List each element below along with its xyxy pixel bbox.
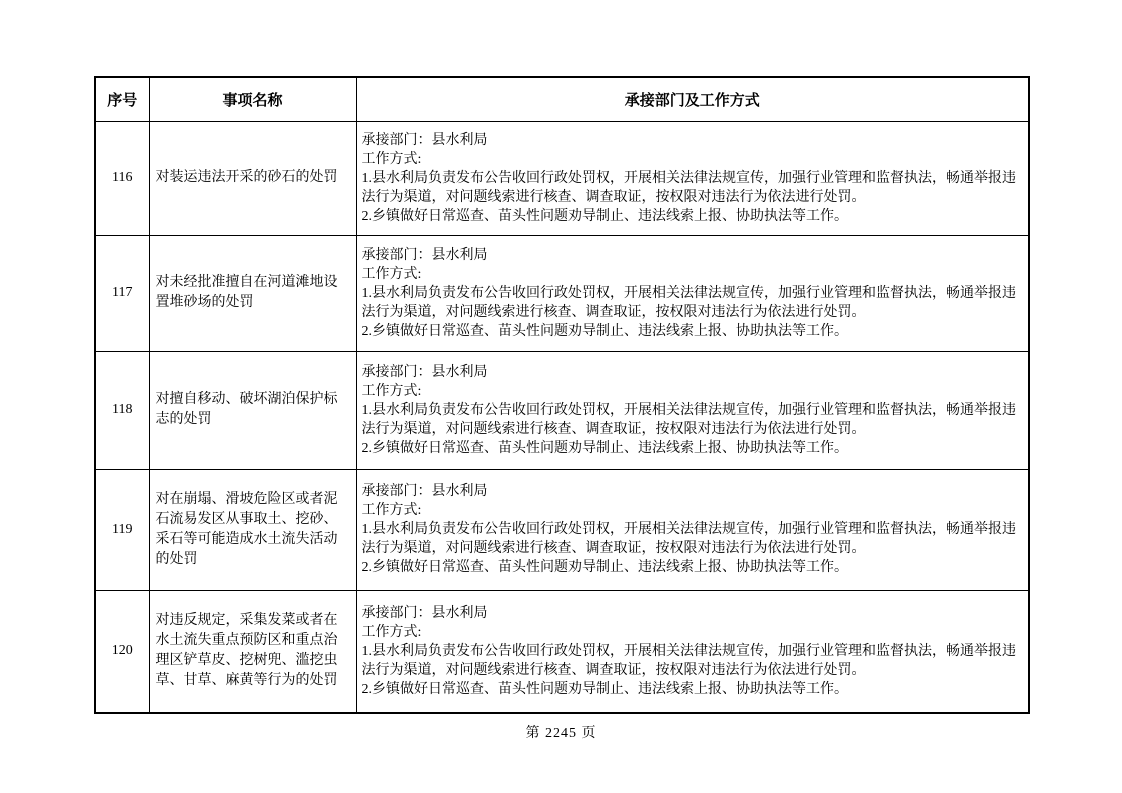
detail-method-item-2: 2.乡镇做好日常巡查、苗头性问题劝导制止、违法线索上报、协助执法等工作。 <box>361 560 848 575</box>
detail-method-item-2: 2.乡镇做好日常巡查、苗头性问题劝导制止、违法线索上报、协助执法等工作。 <box>361 323 848 339</box>
row-serial-number: 120 <box>95 590 149 713</box>
detail-method-item-1: 1.县水利局负责发布公告收回行政处罚权，开展相关法律法规宣传，加强行业管理和监督执法，畅通举报违法行为渠道，对问题线索进行核查、调查取证，按权限对违法行为依法进行处罚。 <box>361 402 1016 437</box>
detail-method-label: 工作方式: <box>361 503 422 518</box>
row-serial-number: 118 <box>95 351 149 469</box>
detail-method-label: 工作方式: <box>361 624 422 640</box>
table-row <box>95 351 1029 469</box>
row-serial-number: 116 <box>95 121 149 235</box>
col-header-department-method: 承接部门及工作方式 <box>356 77 1029 121</box>
item-name: 对违反规定，采集发菜或者在水土流失重点预防区和重点治理区铲草皮、挖树兜、滥挖虫草、甘草、麻黄等行为的处罚 <box>149 590 356 713</box>
col-header-item-name: 事项名称 <box>149 77 356 121</box>
table-row <box>95 235 1029 351</box>
table-row <box>95 121 1029 235</box>
item-name: 对装运违法开采的砂石的处罚 <box>149 121 356 235</box>
detail-method-item-1: 1.县水利局负责发布公告收回行政处罚权，开展相关法律法规宣传，加强行业管理和监督执法，畅通举报违法行为渠道，对问题线索进行核查、调查取证，按权限对违法行为依法进行处罚。 <box>361 522 1016 556</box>
detail-method-item-1: 1.县水利局负责发布公告收回行政处罚权，开展相关法律法规宣传，加强行业管理和监督执法，畅通举报违法行为渠道，对问题线索进行核查、调查取证，按权限对违法行为依法进行处罚。 <box>361 285 1016 320</box>
item-detail <box>356 121 1029 235</box>
item-detail <box>356 351 1029 469</box>
item-detail <box>356 590 1029 713</box>
detail-method-label: 工作方式: <box>361 383 422 399</box>
col-header-serial: 序号 <box>95 77 149 121</box>
detail-method-item-2: 2.乡镇做好日常巡查、苗头性问题劝导制止、违法线索上报、协助执法等工作。 <box>361 208 848 224</box>
item-name: 对未经批准擅自在河道滩地设置堆砂场的处罚 <box>149 235 356 351</box>
detail-method-item-2: 2.乡镇做好日常巡查、苗头性问题劝导制止、违法线索上报、协助执法等工作。 <box>361 440 848 456</box>
detail-method-item-1: 1.县水利局负责发布公告收回行政处罚权，开展相关法律法规宣传，加强行业管理和监督执法，畅通举报违法行为渠道，对问题线索进行核查、调查取证，按权限对违法行为依法进行处罚。 <box>361 643 1016 678</box>
row-serial-number: 119 <box>95 469 149 590</box>
item-detail <box>356 235 1029 351</box>
detail-method-label: 工作方式: <box>361 266 422 282</box>
detail-department-line: 承接部门：县水利局 <box>361 605 488 621</box>
table-row <box>95 590 1029 713</box>
detail-department-line: 承接部门：县水利局 <box>361 132 488 148</box>
detail-method-item-2: 2.乡镇做好日常巡查、苗头性问题劝导制止、违法线索上报、协助执法等工作。 <box>361 681 848 697</box>
items-table <box>94 76 1030 714</box>
item-detail <box>356 469 1029 590</box>
item-name: 对擅自移动、破坏湖泊保护标志的处罚 <box>149 351 356 469</box>
detail-method-label: 工作方式: <box>361 151 422 167</box>
detail-method-item-1: 1.县水利局负责发布公告收回行政处罚权，开展相关法律法规宣传，加强行业管理和监督执法，畅通举报违法行为渠道，对问题线索进行核查、调查取证，按权限对违法行为依法进行处罚。 <box>361 170 1016 205</box>
item-name: 对在崩塌、滑坡危险区或者泥石流易发区从事取土、挖砂、采石等可能造成水土流失活动的处罚 <box>149 469 356 590</box>
header-row <box>95 77 1029 121</box>
detail-department-line: 承接部门：县水利局 <box>361 247 488 263</box>
table-row <box>95 469 1029 590</box>
detail-department-line: 承接部门：县水利局 <box>361 364 488 380</box>
page-number: 第 2245 页 <box>525 726 597 741</box>
detail-department-line: 承接部门：县水利局 <box>361 484 488 499</box>
row-serial-number: 117 <box>95 235 149 351</box>
